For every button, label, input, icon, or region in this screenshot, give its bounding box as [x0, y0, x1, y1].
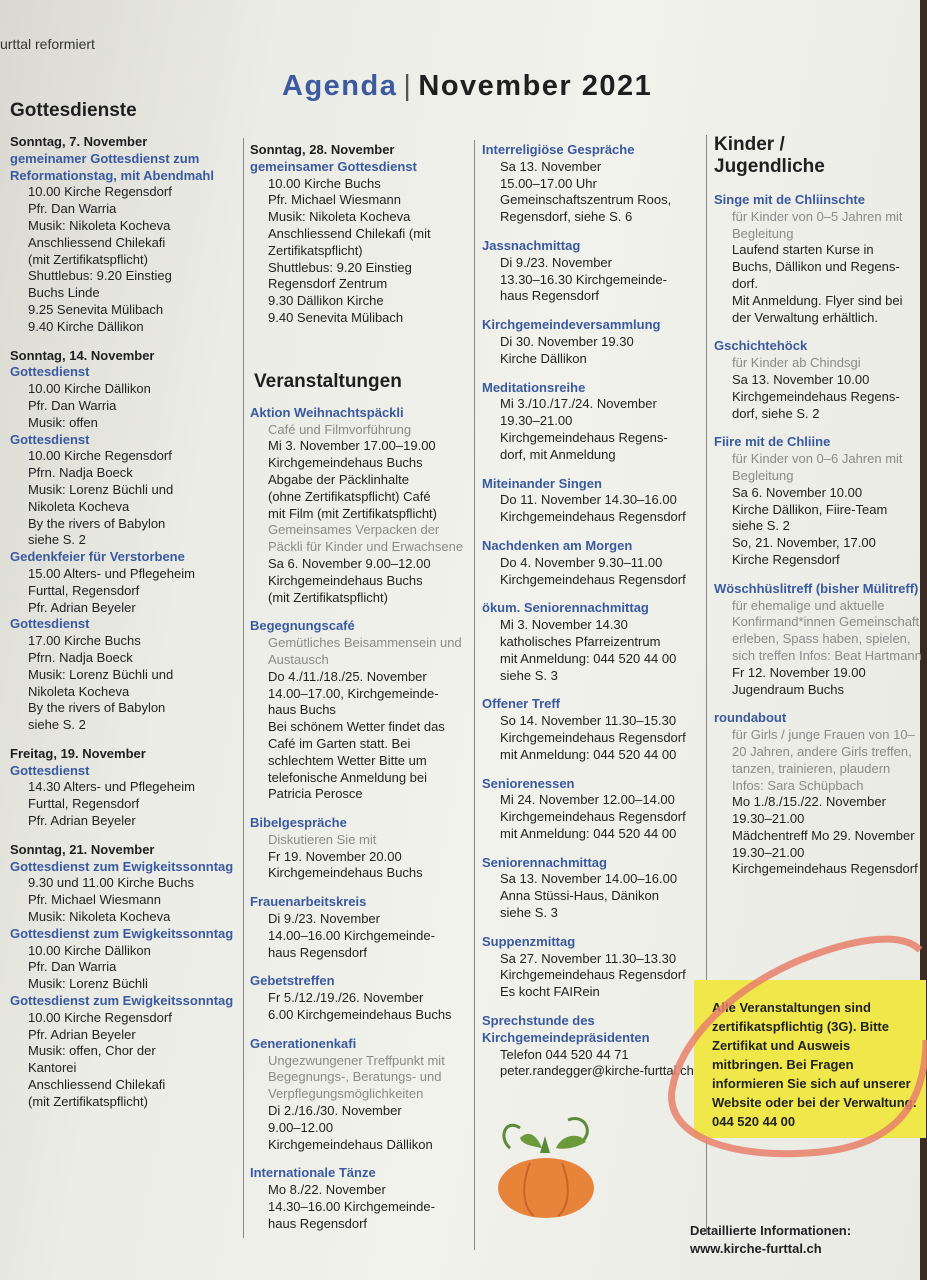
event-line: dorf, mit Anmeldung — [500, 446, 616, 462]
event-block — [482, 696, 704, 763]
column-divider — [243, 138, 244, 1238]
event-description: für ehemalige und aktuelle Konfirmand*innen Gemeinschaft erleben, Spass haben, spielen, sich treffen Infos: Beat Hartmann — [732, 597, 922, 663]
event-line: Sa 6. November 9.00–12.00 — [268, 555, 431, 571]
event-block — [250, 618, 472, 803]
service-line: By the rivers of Babylon — [28, 700, 166, 716]
event-line: Es kocht FAIRein — [500, 984, 600, 1000]
event-line: haus Regensdorf — [268, 944, 368, 960]
event-description: für Kinder ab Chindsgi — [732, 355, 861, 371]
event-line: 14.30–16.00 Kirchgemeinde- — [268, 1199, 435, 1215]
event-title: Offener Treff — [482, 696, 561, 712]
event-line: dorf, siehe S. 2 — [732, 405, 820, 421]
event-line: 15.00–17.00 Uhr — [500, 175, 597, 191]
event-line: Kirchgemeindehaus Buchs — [268, 865, 423, 881]
service-title: Gottesdienst — [10, 616, 90, 632]
event-line: Mo 8./22. November — [268, 1182, 386, 1198]
service-line: Anschliessend Chilekafi — [28, 1077, 166, 1093]
service-line: Pfr. Adrian Beyeler — [28, 1026, 136, 1042]
service-block — [10, 926, 240, 993]
event-line: Di 30. November 19.30 — [500, 333, 634, 349]
event-line: Mi 3. November 14.30 — [500, 617, 628, 633]
event-title: Bibelgespräche — [250, 815, 347, 831]
service-line: 10.00 Kirche Dällikon — [28, 942, 151, 958]
service-line: Pfr. Adrian Beyeler — [28, 599, 136, 615]
event-line: mit Anmeldung: 044 520 44 00 — [500, 746, 677, 762]
service-title: gemeinamer Gottesdienst zum Reformationstag, mit Abendmahl — [10, 150, 214, 183]
event-description: für Girls / junge Frauen von 10–20 Jahren, andere Girls treffen, tanzen, trainieren, plaudern Infos: Sara Schüpbach — [732, 727, 915, 793]
event-line: Kirchgemeindehaus Regensdorf — [732, 861, 918, 877]
section-heading: Kinder / Jugendliche — [714, 134, 825, 177]
event-block — [250, 973, 472, 1023]
service-line: siehe S. 2 — [28, 717, 86, 733]
event-line: Kirchgemeindehaus Buchs — [268, 455, 423, 471]
event-line: Do 4. November 9.30–11.00 — [500, 554, 663, 570]
event-block — [482, 380, 704, 464]
service-line: Anschliessend Chilekafi — [28, 234, 166, 250]
event-title: Aktion Weihnachtspäckli — [250, 404, 404, 420]
event-line: 14.00–16.00 Kirchgemeinde- — [268, 927, 435, 943]
service-block — [10, 842, 240, 926]
event-line: siehe S. 3 — [500, 667, 558, 683]
service-line: Pfr. Adrian Beyeler — [28, 813, 136, 829]
event-line: dorf. — [732, 275, 759, 291]
event-line: So, 21. November, 17.00 — [732, 535, 876, 551]
service-line: Furttal, Regensdorf — [28, 582, 140, 598]
event-line: Di 9./23. November — [500, 254, 612, 270]
event-block — [250, 815, 472, 882]
service-line: 9.40 Senevita Mülibach — [268, 309, 404, 325]
event-title: Sprechstunde des Kirchgemeindepräsidenten — [482, 1013, 650, 1045]
event-line: Mo 1./8./15./22. November — [732, 794, 886, 810]
service-date: Sonntag, 28. November — [250, 142, 395, 157]
service-line: 9.30 und 11.00 Kirche Buchs — [28, 875, 194, 891]
event-block — [714, 434, 924, 568]
event-line: 6.00 Kirchgemeindehaus Buchs — [268, 1007, 452, 1023]
event-line: Jugendraum Buchs — [732, 681, 845, 697]
event-line: Kirche Regensdorf — [732, 551, 840, 567]
event-block — [482, 776, 704, 843]
service-line: Musik: Lorenz Büchli — [28, 976, 148, 992]
event-line: mit Anmeldung: 044 520 44 00 — [500, 650, 677, 666]
service-block — [10, 134, 240, 336]
service-line: 17.00 Kirche Buchs — [28, 633, 141, 649]
event-line: Kirchgemeindehaus Regensdorf — [500, 809, 686, 825]
worship-services-column — [10, 100, 240, 1111]
event-title: Frauenarbeitskreis — [250, 894, 367, 910]
event-block — [482, 142, 704, 226]
event-description: Gemütliches Beisammensein und Austausch — [268, 635, 462, 667]
event-description: für Kinder von 0–5 Jahren mit Begleitung — [732, 208, 903, 241]
event-line: Kirchgemeindehaus Regens- — [732, 388, 900, 404]
service-line: 14.30 Alters- und Pflegeheim — [28, 779, 195, 795]
section-heading: Gottesdienste — [10, 100, 137, 121]
kids-youth-column — [714, 134, 924, 890]
service-line: Regensdorf Zentrum — [268, 276, 388, 292]
event-title: Wöschhüslitreff (bisher Mülitreff) — [714, 580, 919, 596]
service-line: Pfrn. Nadja Boeck — [28, 465, 133, 481]
event-title: Meditationsreihe — [482, 379, 586, 395]
event-title: Seniorennachmittag — [482, 854, 607, 870]
section-heading: Veranstaltungen — [254, 370, 402, 392]
service-line: Musik: Lorenz Büchli und — [28, 481, 174, 497]
event-line: mit Anmeldung: 044 520 44 00 — [500, 825, 677, 841]
service-line: Musik: Nikoleta Kocheva — [28, 909, 171, 925]
event-block — [482, 538, 704, 588]
service-line: 9.40 Kirche Dällikon — [28, 318, 144, 334]
event-line: Sa 27. November 11.30–13.30 — [500, 950, 677, 966]
event-line: siehe S. 2 — [732, 518, 790, 534]
event-description: Gemeinsames Verpacken der Päckli für Kinder und Erwachsene — [268, 522, 464, 555]
event-line: Do 11. November 14.30–16.00 — [500, 492, 677, 508]
event-title: Kirchgemeindeversammlung — [482, 317, 661, 333]
service-line: Furttal, Regensdorf — [28, 796, 140, 812]
service-line: 10.00 Kirche Regensdorf — [28, 184, 172, 200]
service-line: Shuttlebus: 9.20 Einstieg — [268, 259, 412, 275]
service-block — [10, 549, 240, 616]
event-title: Internationale Tänze — [250, 1165, 376, 1181]
event-block — [482, 476, 704, 526]
event-line: peter.randegger@kirche-furttal.ch — [500, 1063, 694, 1079]
event-title: Gschichtehöck — [714, 338, 808, 354]
event-title: Gebetstreffen — [250, 973, 335, 989]
event-line: haus Regensdorf — [500, 288, 600, 304]
service-line: 10.00 Kirche Regensdorf — [28, 448, 172, 464]
pumpkin-illustration — [490, 1108, 600, 1220]
service-line: 9.30 Dällikon Kirche — [268, 293, 384, 309]
event-line: Mi 3./10./17./24. November — [500, 396, 657, 412]
service-block — [10, 432, 240, 550]
event-line: siehe S. 3 — [500, 905, 558, 921]
event-line: Sa 6. November 10.00 — [732, 484, 863, 500]
title-month: November 2021 — [418, 70, 653, 102]
events-column — [250, 142, 472, 1245]
service-line: Nikoleta Kocheva — [28, 498, 130, 514]
event-line: 14.00–17.00, Kirchgemeinde- — [268, 685, 439, 701]
event-title: Begegnungscafé — [250, 618, 355, 634]
event-line: Kirche Dällikon — [500, 350, 587, 366]
event-line: Di 2./16./30. November — [268, 1103, 402, 1119]
service-line: Kantorei — [28, 1060, 77, 1076]
event-line: (mit Zertifikatspflicht) — [268, 589, 388, 605]
service-title: Gedenkfeier für Verstorbene — [10, 549, 185, 565]
event-line: Mi 24. November 12.00–14.00 — [500, 792, 675, 808]
service-line: Musik: Nikoleta Kocheva — [28, 217, 171, 233]
service-line: 10.00 Kirche Regensdorf — [28, 1009, 172, 1025]
page-title — [282, 70, 652, 103]
service-line: 10.00 Kirche Dällikon — [28, 381, 151, 397]
event-line: Di 9./23. November — [268, 911, 380, 927]
service-line: 15.00 Alters- und Pflegeheim — [28, 565, 195, 581]
event-line: der Verwaltung erhältlich. — [732, 309, 878, 325]
service-block — [250, 142, 472, 327]
service-line: Pfr. Dan Warria — [28, 201, 117, 217]
event-line: Kirchgemeindehaus Regens- — [500, 429, 668, 445]
footer-info — [690, 1222, 851, 1258]
event-line: Café im Garten statt. Bei — [268, 735, 411, 751]
service-line: 9.25 Senevita Mülibach — [28, 301, 164, 317]
event-line: telefonische Anmeldung bei — [268, 769, 428, 785]
service-block — [10, 746, 240, 830]
service-line: Pfrn. Nadja Boeck — [28, 649, 133, 665]
event-line: Fr 5./12./19./26. November — [268, 990, 424, 1006]
event-title: Singe mit de Chliinschte — [714, 192, 865, 207]
event-block — [482, 600, 704, 684]
service-date: Sonntag, 7. November — [10, 134, 148, 149]
service-title: gemeinsamer Gottesdienst — [250, 158, 417, 174]
event-title: ökum. Seniorennachmittag — [482, 600, 649, 616]
service-title: Gottesdienst — [10, 364, 90, 380]
event-line: Laufend starten Kurse in — [732, 242, 874, 258]
event-description: Diskutieren Sie mit — [268, 831, 377, 847]
event-title: Seniorenessen — [482, 775, 575, 791]
event-line: Patricia Perosce — [268, 786, 363, 802]
service-line: Zertifikatspflicht) — [268, 242, 363, 258]
event-line: Kirchgemeindehaus Regensdorf — [500, 509, 686, 525]
event-line: Fr 12. November 19.00 — [732, 664, 866, 680]
event-line: (ohne Zertifikatspflicht) Café — [268, 488, 431, 504]
event-line: 13.30–16.30 Kirchgemeinde- — [500, 271, 667, 287]
event-title: Jassnachmittag — [482, 237, 581, 253]
title-separator: | — [403, 70, 413, 102]
service-line: Musik: Nikoleta Kocheva — [268, 209, 411, 225]
service-line: By the rivers of Babylon — [28, 515, 166, 531]
service-line: Pfr. Michael Wiesmann — [268, 192, 401, 208]
event-block — [482, 238, 704, 305]
event-line: haus Buchs — [268, 702, 336, 718]
event-line: katholisches Pfarreizentrum — [500, 633, 661, 649]
event-line: Fr 19. November 20.00 — [268, 848, 402, 864]
event-line: Kirchgemeindehaus Buchs — [268, 572, 423, 588]
service-title: Gottesdienst — [10, 762, 90, 778]
footer-label: Detaillierte Informationen: — [690, 1223, 852, 1238]
service-line: Musik: Lorenz Büchli und — [28, 666, 174, 682]
event-line: mit Film (mit Zertifikatspflicht) — [268, 505, 437, 521]
service-line: Shuttlebus: 9.20 Einstieg — [28, 268, 172, 284]
event-block — [482, 855, 704, 922]
event-title: Generationenkafi — [250, 1035, 357, 1051]
service-line: Pfr. Michael Wiesmann — [28, 892, 161, 908]
service-title: Gottesdienst zum Ewigkeitssonntag — [10, 858, 234, 874]
service-line: (mit Zertifikatspflicht) — [28, 251, 148, 267]
event-line: haus Regensdorf — [268, 1215, 368, 1231]
certificate-notice: Alle Veranstaltungen sind zertifikatspflichtig (3G). Bitte Zertifikat und Ausweis mitbringen. Bei Fragen informieren Sie sich auf unserer Website oder bei der Verwaltung: 044 520 44 00 — [694, 980, 926, 1138]
event-line: Kirche Dällikon, Fiire-Team — [732, 501, 888, 517]
event-description: für Kinder von 0–6 Jahren mit Begleitung — [732, 451, 903, 483]
column-divider — [474, 140, 475, 1250]
event-line: Sa 13. November 10.00 — [732, 371, 870, 387]
publication-name: urttal reformiert — [0, 36, 95, 52]
service-date: Sonntag, 21. November — [10, 841, 155, 857]
event-block — [714, 710, 924, 878]
event-line: Kirchgemeindehaus Dällikon — [268, 1136, 433, 1152]
event-line: Anna Stüssi-Haus, Dänikon — [500, 888, 659, 904]
service-title: Gottesdienst zum Ewigkeitssonntag — [10, 925, 234, 941]
service-date: Sonntag, 14. November — [10, 347, 155, 363]
service-line: siehe S. 2 — [28, 532, 86, 548]
event-line: Gemeinschaftszentrum Roos, — [500, 192, 672, 208]
service-line: Pfr. Dan Warria — [28, 397, 117, 413]
event-title: Nachdenken am Morgen — [482, 537, 633, 553]
event-block — [250, 1165, 472, 1232]
service-line: Musik: offen, Chor der — [28, 1043, 156, 1059]
service-date: Freitag, 19. November — [10, 745, 146, 761]
service-block — [10, 616, 240, 734]
title-agenda: Agenda — [282, 70, 398, 102]
event-line: 19.30–21.00 — [500, 413, 573, 429]
event-block — [250, 1036, 472, 1154]
event-line: Sa 13. November 14.00–16.00 — [500, 871, 678, 887]
service-block — [10, 348, 240, 432]
event-line: Mi 3. November 17.00–19.00 — [268, 438, 436, 454]
event-title: Suppenzmittag — [482, 933, 576, 949]
service-line: (mit Zertifikatspflicht) — [28, 1093, 148, 1109]
event-line: 19.30–21.00 — [732, 844, 805, 860]
event-line: Bei schönem Wetter findet das — [268, 719, 445, 735]
event-block — [250, 405, 472, 607]
event-title: Miteinander Singen — [482, 475, 602, 491]
event-line: schlechtem Wetter Bitte um — [268, 752, 427, 768]
event-block — [250, 894, 472, 961]
event-line: Abgabe der Päcklinhalte — [268, 471, 409, 487]
service-line: Pfr. Dan Warria — [28, 959, 117, 975]
event-line: Mit Anmeldung. Flyer sind bei — [732, 292, 903, 308]
event-line: Regensdorf, siehe S. 6 — [500, 209, 633, 225]
event-line: Kirchgemeindehaus Regensdorf — [500, 967, 686, 983]
event-line: 9.00–12.00 — [268, 1119, 334, 1135]
event-line: Sa 13. November — [500, 158, 602, 174]
event-line: Telefon 044 520 44 71 — [500, 1046, 629, 1062]
event-line: Kirchgemeindehaus Regensdorf — [500, 571, 686, 587]
event-description: Ungezwungener Treffpunkt mit Begegnungs-, Beratungs- und Verpflegungsmöglichkeiten — [268, 1052, 445, 1102]
event-block — [714, 192, 924, 326]
event-line: Do 4./11./18./25. November — [268, 668, 427, 684]
hand-drawn-circle — [650, 920, 927, 1170]
event-line: Mädchentreff Mo 29. November — [732, 827, 915, 843]
event-block — [714, 338, 924, 422]
event-title: roundabout — [714, 710, 787, 726]
service-line: Buchs Linde — [28, 285, 100, 301]
event-line: So 14. November 11.30–15.30 — [500, 713, 677, 729]
service-title: Gottesdienst — [10, 431, 90, 447]
event-title: Interreligiöse Gespräche — [482, 142, 635, 157]
service-line: 10.00 Kirche Buchs — [268, 175, 381, 191]
event-line: Kirchgemeindehaus Regensdorf — [500, 729, 686, 745]
event-block — [714, 581, 924, 699]
service-line: Nikoleta Kocheva — [28, 683, 130, 699]
footer-url[interactable]: www.kirche-furttal.ch — [690, 1241, 822, 1256]
event-title: Fiire mit de Chliine — [714, 434, 831, 450]
service-block — [10, 993, 240, 1111]
event-description: Café und Filmvorführung — [268, 421, 412, 437]
service-line: Musik: offen — [28, 414, 98, 430]
event-line: 19.30–21.00 — [732, 811, 805, 827]
service-title: Gottesdienst zum Ewigkeitssonntag — [10, 993, 234, 1009]
event-block — [482, 317, 704, 367]
event-line: Buchs, Dällikon und Regens- — [732, 259, 900, 275]
service-line: Anschliessend Chilekafi (mit — [268, 225, 431, 241]
